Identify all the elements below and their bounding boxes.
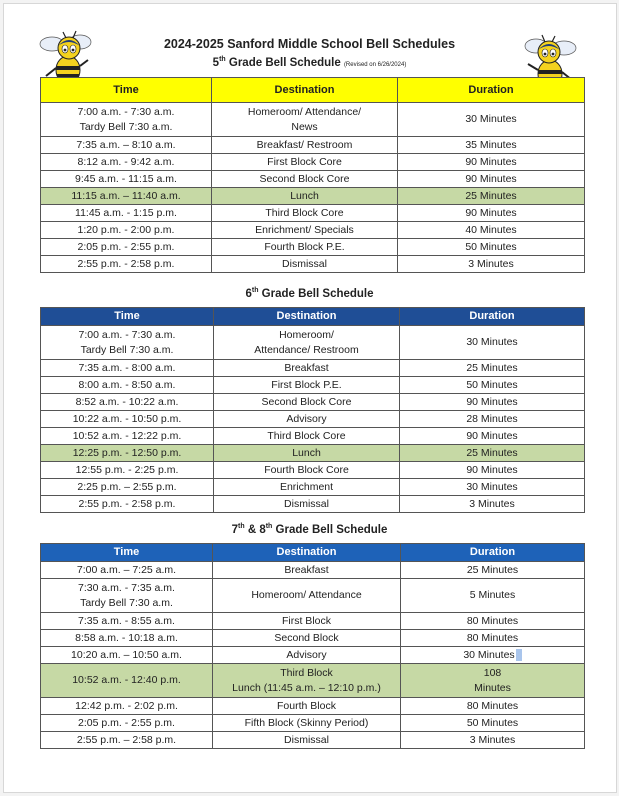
destination-cell-text: Dismissal — [282, 257, 327, 270]
table-row — [41, 411, 585, 428]
duration-cell-text: 5 Minutes — [469, 589, 516, 601]
destination-cell — [214, 428, 400, 445]
col-time: Time — [41, 78, 212, 103]
table-row — [41, 377, 585, 394]
time-cell — [41, 445, 214, 462]
duration-cell-text: 90 Minutes — [465, 172, 517, 185]
text-cursor — [516, 649, 522, 661]
duration-cell-text: 90 Minutes — [465, 206, 517, 219]
table-row — [41, 360, 585, 377]
time-cell-text: 7:35 a.m. - 8:55 a.m. — [78, 614, 175, 627]
time-cell — [41, 496, 214, 513]
table-row — [41, 479, 585, 496]
time-cell-text: Tardy Bell 7:30 a.m. — [80, 343, 174, 356]
duration-cell — [398, 205, 585, 222]
time-cell — [41, 394, 214, 411]
destination-cell-text: Third Block Core — [265, 206, 344, 219]
duration-cell-text: 35 Minutes — [465, 138, 517, 151]
time-cell-text: 7:00 a.m. – 7:25 a.m. — [76, 563, 177, 576]
destination-cell — [213, 732, 401, 749]
table-row — [41, 256, 585, 273]
revised-note: (Revised on 6/26/2024) — [343, 62, 407, 68]
destination-cell-text: Breakfast/ Restroom — [256, 138, 353, 151]
time-cell — [41, 360, 214, 377]
duration-cell — [401, 630, 585, 647]
duration-cell-text: 30 Minutes — [463, 648, 515, 661]
time-cell-text: 8:00 a.m. - 8:50 a.m. — [78, 378, 176, 391]
destination-cell — [213, 715, 401, 732]
duration-cell-text: 25 Minutes — [465, 189, 517, 202]
duration-cell — [398, 154, 585, 171]
duration-cell — [401, 664, 585, 698]
time-cell-text: 8:12 a.m. - 9:42 a.m. — [77, 155, 175, 168]
time-cell-text: 1:20 p.m. - 2:00 p.m. — [77, 223, 175, 236]
time-cell-text: 2:05 p.m. - 2:55 p.m. — [77, 240, 175, 253]
destination-cell-text: Homeroom/ Attendance — [251, 589, 362, 601]
duration-cell-text: 25 Minutes — [466, 563, 519, 576]
time-cell-text: 10:22 a.m. - 10:50 p.m. — [72, 412, 182, 425]
duration-cell — [401, 715, 585, 732]
table-row — [41, 428, 585, 445]
table-row — [41, 664, 585, 698]
page-title: 2024-2025 Sanford Middle School Bell Schedules — [163, 37, 456, 51]
table-row — [41, 496, 585, 513]
table-row — [41, 239, 585, 256]
time-cell — [41, 188, 212, 205]
time-cell — [41, 222, 212, 239]
duration-cell-text: 3 Minutes — [469, 497, 515, 510]
destination-cell-text: Lunch (11:45 a.m. – 12:10 p.m.) — [232, 681, 381, 694]
time-cell — [41, 239, 212, 256]
destination-cell-text: Fourth Block P.E. — [264, 240, 345, 253]
destination-cell-text: Homeroom/ Attendance/ — [247, 105, 362, 118]
duration-cell-text: 30 Minutes — [466, 336, 518, 348]
time-cell — [41, 479, 214, 496]
table-row — [41, 137, 585, 154]
time-cell-text: 2:55 p.m. - 2:58 p.m. — [77, 257, 175, 270]
destination-cell-text: First Block Core — [267, 155, 342, 168]
destination-cell — [214, 496, 400, 513]
duration-cell-text: 30 Minutes — [465, 113, 517, 125]
duration-cell — [400, 428, 585, 445]
destination-cell — [212, 103, 398, 137]
destination-cell-text: Second Block Core — [259, 172, 350, 185]
duration-cell — [400, 360, 585, 377]
destination-cell — [214, 479, 400, 496]
time-cell — [41, 171, 212, 188]
duration-cell — [400, 496, 585, 513]
table-row — [41, 445, 585, 462]
time-cell — [41, 205, 212, 222]
destination-cell — [212, 188, 398, 205]
duration-cell-text: 50 Minutes — [466, 378, 518, 391]
time-cell-text: 10:20 a.m. – 10:50 a.m. — [71, 648, 182, 661]
destination-cell-text: News — [291, 120, 318, 133]
destination-cell-text: Fourth Block — [277, 699, 336, 712]
time-cell-text: 7:35 a.m. - 8:00 a.m. — [78, 361, 176, 374]
destination-cell — [213, 613, 401, 630]
duration-cell — [400, 377, 585, 394]
destination-cell — [213, 647, 401, 664]
destination-cell — [214, 326, 400, 360]
destination-cell-text: Third Block Core — [267, 429, 346, 442]
time-cell-text: 8:58 a.m. - 10:18 a.m. — [75, 631, 178, 644]
destination-cell-text: Lunch — [290, 189, 319, 202]
table-row — [41, 154, 585, 171]
time-cell-text: 8:52 a.m. - 10:22 a.m. — [75, 395, 179, 408]
time-cell-text: 11:15 a.m. – 11:40 a.m. — [71, 189, 181, 202]
destination-cell-text: Fourth Block Core — [264, 463, 349, 476]
time-cell-text: 7:00 a.m. - 7:30 a.m. — [77, 105, 175, 118]
destination-cell-text: Lunch — [292, 446, 321, 459]
table-row — [41, 579, 585, 613]
duration-cell — [398, 239, 585, 256]
destination-cell — [212, 137, 398, 154]
destination-cell-text: Advisory — [286, 412, 327, 425]
duration-cell — [398, 171, 585, 188]
destination-cell — [212, 222, 398, 239]
time-cell — [41, 664, 213, 698]
table-row — [41, 732, 585, 749]
time-cell — [41, 732, 213, 749]
duration-cell-text: 3 Minutes — [469, 733, 516, 746]
duration-cell — [400, 445, 585, 462]
table-row — [41, 698, 585, 715]
duration-cell-text: 90 Minutes — [466, 463, 518, 476]
destination-cell-text: Enrichment/ Specials — [255, 223, 354, 236]
table-row — [41, 103, 585, 137]
duration-cell-text: 50 Minutes — [465, 240, 517, 253]
table-row — [41, 222, 585, 239]
time-cell-text: 7:30 a.m. - 7:35 a.m. — [78, 581, 175, 594]
table-row — [41, 613, 585, 630]
grade6-schedule-table — [40, 307, 585, 513]
col-duration: Duration — [401, 544, 585, 562]
grade5-schedule-table — [40, 77, 585, 273]
time-cell — [41, 715, 213, 732]
duration-cell — [400, 394, 585, 411]
destination-cell — [212, 154, 398, 171]
time-cell-text: 10:52 a.m. - 12:40 p.m. — [72, 674, 181, 686]
destination-cell-text: Breakfast — [284, 361, 329, 374]
table-row — [41, 715, 585, 732]
table-row — [41, 205, 585, 222]
time-cell-text: 10:52 a.m. - 12:22 p.m. — [72, 429, 182, 442]
destination-cell — [213, 698, 401, 715]
destination-cell — [213, 562, 401, 579]
duration-cell-text: 90 Minutes — [466, 395, 518, 408]
destination-cell-text: Second Block Core — [261, 395, 352, 408]
destination-cell-text: Fifth Block (Skinny Period) — [244, 716, 369, 729]
duration-cell-text: 28 Minutes — [466, 412, 518, 425]
destination-cell-text: Attendance/ Restroom — [254, 343, 359, 356]
destination-cell-text: Second Block — [274, 631, 339, 644]
destination-cell — [212, 256, 398, 273]
duration-cell-text: 80 Minutes — [466, 631, 519, 644]
destination-cell — [214, 462, 400, 479]
destination-cell — [212, 239, 398, 256]
col-duration: Duration — [398, 78, 585, 103]
destination-cell-text: First Block — [281, 614, 331, 627]
duration-cell — [398, 103, 585, 137]
destination-cell-text: Enrichment — [279, 480, 334, 493]
time-cell — [41, 630, 213, 647]
time-cell-text: 7:00 a.m. - 7:30 a.m. — [78, 328, 176, 341]
destination-cell — [213, 630, 401, 647]
destination-cell — [214, 360, 400, 377]
destination-cell — [214, 377, 400, 394]
time-cell — [41, 613, 213, 630]
time-cell-text: 12:25 p.m. - 12:50 p.m. — [72, 446, 182, 459]
duration-cell — [401, 562, 585, 579]
destination-cell-text: First Block P.E. — [271, 378, 342, 391]
duration-cell — [401, 647, 585, 664]
duration-cell — [400, 479, 585, 496]
time-cell — [41, 377, 214, 394]
destination-cell — [213, 664, 401, 698]
grade5-heading: 5th Grade Bell Schedule (Revised on 6/26/2024) — [212, 56, 407, 69]
time-cell-text: 12:42 p.m. - 2:02 p.m. — [75, 699, 178, 712]
duration-cell — [400, 462, 585, 479]
table-row — [41, 462, 585, 479]
duration-cell-text: 80 Minutes — [466, 699, 519, 712]
destination-cell-text: Breakfast — [284, 563, 329, 576]
col-destination: Destination — [213, 544, 401, 562]
duration-cell-text: 25 Minutes — [466, 361, 518, 374]
duration-cell — [401, 698, 585, 715]
grade78-schedule-table — [40, 543, 585, 749]
table-row — [41, 188, 585, 205]
time-cell-text: 11:45 a.m. - 1:15 p.m. — [75, 206, 177, 219]
destination-cell — [214, 394, 400, 411]
time-cell-text: 2:55 p.m. - 2:58 p.m. — [78, 497, 176, 510]
table-row — [41, 562, 585, 579]
duration-cell — [401, 613, 585, 630]
time-cell — [41, 647, 213, 664]
time-cell-text: 9:45 a.m. - 11:15 a.m. — [75, 172, 177, 185]
grade6-heading: 6th Grade Bell Schedule — [245, 287, 374, 300]
duration-cell — [398, 137, 585, 154]
col-time: Time — [41, 308, 214, 326]
table-row — [41, 647, 585, 664]
destination-cell-text: Dismissal — [284, 733, 329, 746]
time-cell — [41, 103, 212, 137]
time-cell — [41, 428, 214, 445]
duration-cell-text: 90 Minutes — [465, 155, 517, 168]
col-destination: Destination — [212, 78, 398, 103]
col-destination: Destination — [214, 308, 400, 326]
time-cell — [41, 137, 212, 154]
time-cell-text: Tardy Bell 7:30 a.m. — [79, 120, 173, 133]
destination-cell — [212, 205, 398, 222]
time-cell — [41, 462, 214, 479]
destination-cell-text: Dismissal — [284, 497, 329, 510]
destination-cell-text: Third Block — [280, 666, 333, 679]
time-cell-text: 7:35 a.m. – 8:10 a.m. — [76, 138, 176, 151]
table-row — [41, 326, 585, 360]
duration-cell-text: Minutes — [474, 681, 511, 694]
time-cell — [41, 698, 213, 715]
time-cell — [41, 579, 213, 613]
duration-cell-text: 90 Minutes — [466, 429, 518, 442]
time-cell — [41, 256, 212, 273]
destination-cell — [214, 411, 400, 428]
table-row — [41, 171, 585, 188]
destination-cell — [214, 445, 400, 462]
table-row — [41, 630, 585, 647]
duration-cell — [398, 222, 585, 239]
time-cell — [41, 326, 214, 360]
destination-cell — [213, 579, 401, 613]
col-time: Time — [41, 544, 213, 562]
time-cell-text: 2:25 p.m. – 2:55 p.m. — [77, 480, 177, 493]
duration-cell — [401, 732, 585, 749]
duration-cell — [400, 326, 585, 360]
destination-cell-text: Advisory — [286, 648, 327, 661]
duration-cell-text: 30 Minutes — [466, 480, 518, 493]
duration-cell-text: 3 Minutes — [468, 257, 514, 270]
time-cell — [41, 411, 214, 428]
duration-cell — [401, 579, 585, 613]
duration-cell — [398, 188, 585, 205]
duration-cell-text: 108 — [483, 666, 502, 679]
destination-cell — [212, 171, 398, 188]
duration-cell-text: 50 Minutes — [466, 716, 519, 729]
time-cell-text: 2:05 p.m. - 2:55 p.m. — [78, 716, 175, 729]
duration-cell — [400, 411, 585, 428]
time-cell-text: 12:55 p.m. - 2:25 p.m. — [75, 463, 179, 476]
time-cell — [41, 562, 213, 579]
time-cell-text: Tardy Bell 7:30 a.m. — [80, 596, 173, 609]
col-duration: Duration — [400, 308, 585, 326]
destination-cell-text: Homeroom/ — [279, 328, 334, 341]
table-row — [41, 394, 585, 411]
time-cell-text: 2:55 p.m. – 2:58 p.m. — [76, 733, 177, 746]
grade78-heading: 7th & 8th Grade Bell Schedule — [231, 523, 388, 536]
duration-cell — [398, 256, 585, 273]
time-cell — [41, 154, 212, 171]
duration-cell-text: 80 Minutes — [466, 614, 519, 627]
duration-cell-text: 25 Minutes — [466, 446, 518, 459]
duration-cell-text: 40 Minutes — [465, 223, 517, 236]
